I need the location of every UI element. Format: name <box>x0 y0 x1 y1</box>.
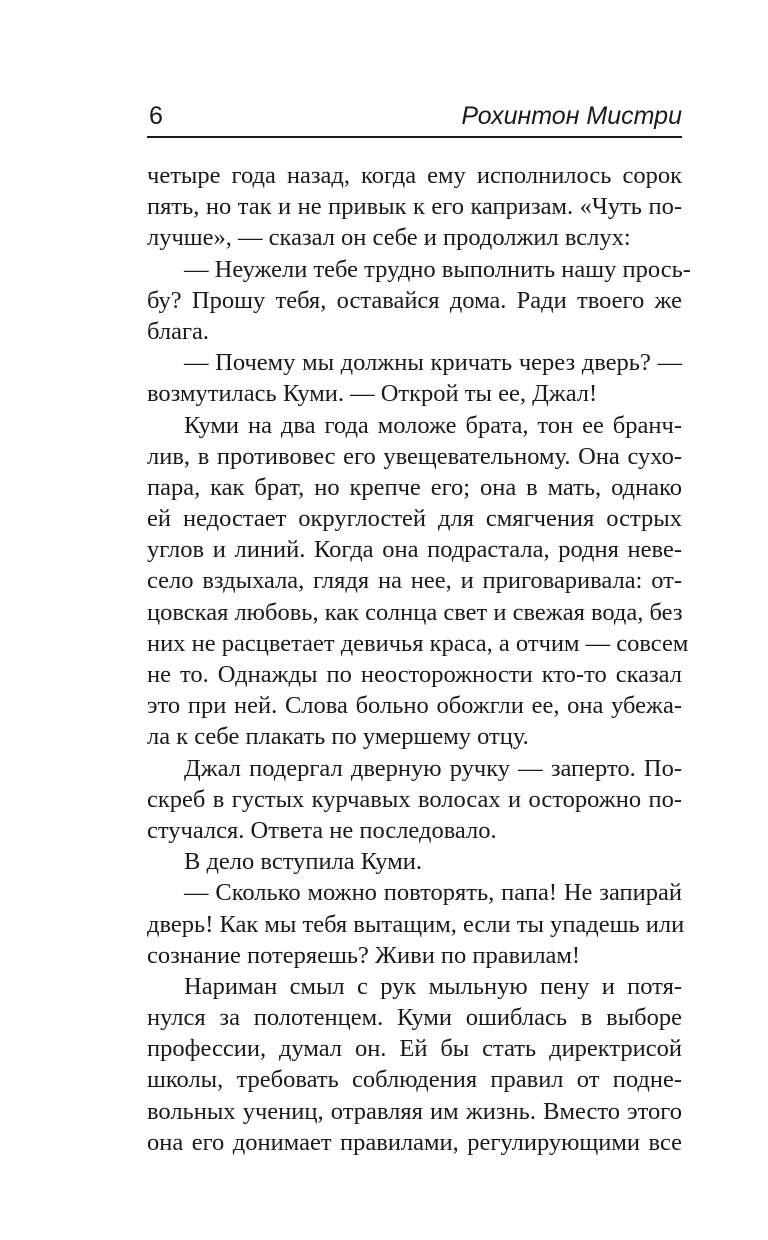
text-line: пять, но так и не привык к его капризам. «Чуть по- <box>147 193 682 221</box>
text-line: лив, в противовес его увещевательному. Она сухо- <box>147 442 682 470</box>
text-line: скреб в густых курчавых волосах и осторожно по- <box>147 785 682 813</box>
text-line: дверь! Как мы тебя вытащим, если ты упадешь или <box>147 910 685 938</box>
text-line: стучался. Ответа не последовало. <box>147 816 497 844</box>
text-line: сознание потеряешь? Живи по правилам! <box>147 941 581 969</box>
text-line: школы, требовать соблюдения правил от подне- <box>147 1066 682 1094</box>
text-line: Нариман смыл с рук мыльную пену и потя- <box>184 972 682 1000</box>
text-line: — Почему мы должны кричать через дверь? — <box>184 349 682 377</box>
text-line: цовская любовь, как солнца свет и свежая вода, без <box>147 598 683 626</box>
body-text <box>147 160 691 1158</box>
text-line: вольных учениц, отравляя им жизнь. Вместо этого <box>147 1097 682 1125</box>
text-line: не то. Однажды по неосторожности кто-то сказал <box>147 661 682 688</box>
text-line: блага. <box>147 317 210 345</box>
page-header <box>147 100 682 138</box>
text-line: возмутилась Куми. — Открой ты ее, Джал! <box>147 380 598 408</box>
text-line: профессии, думал он. Ей бы стать директрисой <box>147 1035 682 1063</box>
text-line: ла к себе плакать по умершему отцу. <box>147 723 529 751</box>
text-line: Джал подергал дверную ручку — заперто. По- <box>184 754 682 782</box>
text-line: село вздыхала, глядя на нее, и приговаривала: от- <box>147 567 682 595</box>
text-line: она его донимает правилами, регулирующими все <box>147 1128 682 1156</box>
text-line: бу? Прошу тебя, оставайся дома. Ради твоего же <box>147 286 682 314</box>
text-line: них не расцветает девичья краса, а отчим — совсем <box>147 629 689 657</box>
text-line: углов и линий. Когда она подрастала, родня неве- <box>147 536 682 564</box>
page-number: 6 <box>149 102 163 130</box>
text-line: ей недостает округлостей для смягчения острых <box>147 505 682 533</box>
text-line: — Неужели тебе трудно выполнить нашу прось- <box>184 255 691 283</box>
text-line: Куми на два года моложе брата, тон ее бранч- <box>184 411 682 439</box>
text-line: четыре года назад, когда ему исполнилось сорок <box>147 162 682 189</box>
text-line: — Сколько можно повторять, папа! Не запирай <box>184 879 682 907</box>
text-line: пара, как брат, но крепче его; она в мать, однако <box>147 473 682 501</box>
text-line: это при ней. Слова больно обожгли ее, она убежа- <box>147 692 682 720</box>
text-line: В дело вступила Куми. <box>184 848 422 876</box>
text-line: лучше», — сказал он себе и продолжил вслух: <box>147 224 631 252</box>
text-line: нулся за полотенцем. Куми ошиблась в выборе <box>147 1004 682 1032</box>
running-head-author: Рохинтон Мистри <box>461 102 682 130</box>
